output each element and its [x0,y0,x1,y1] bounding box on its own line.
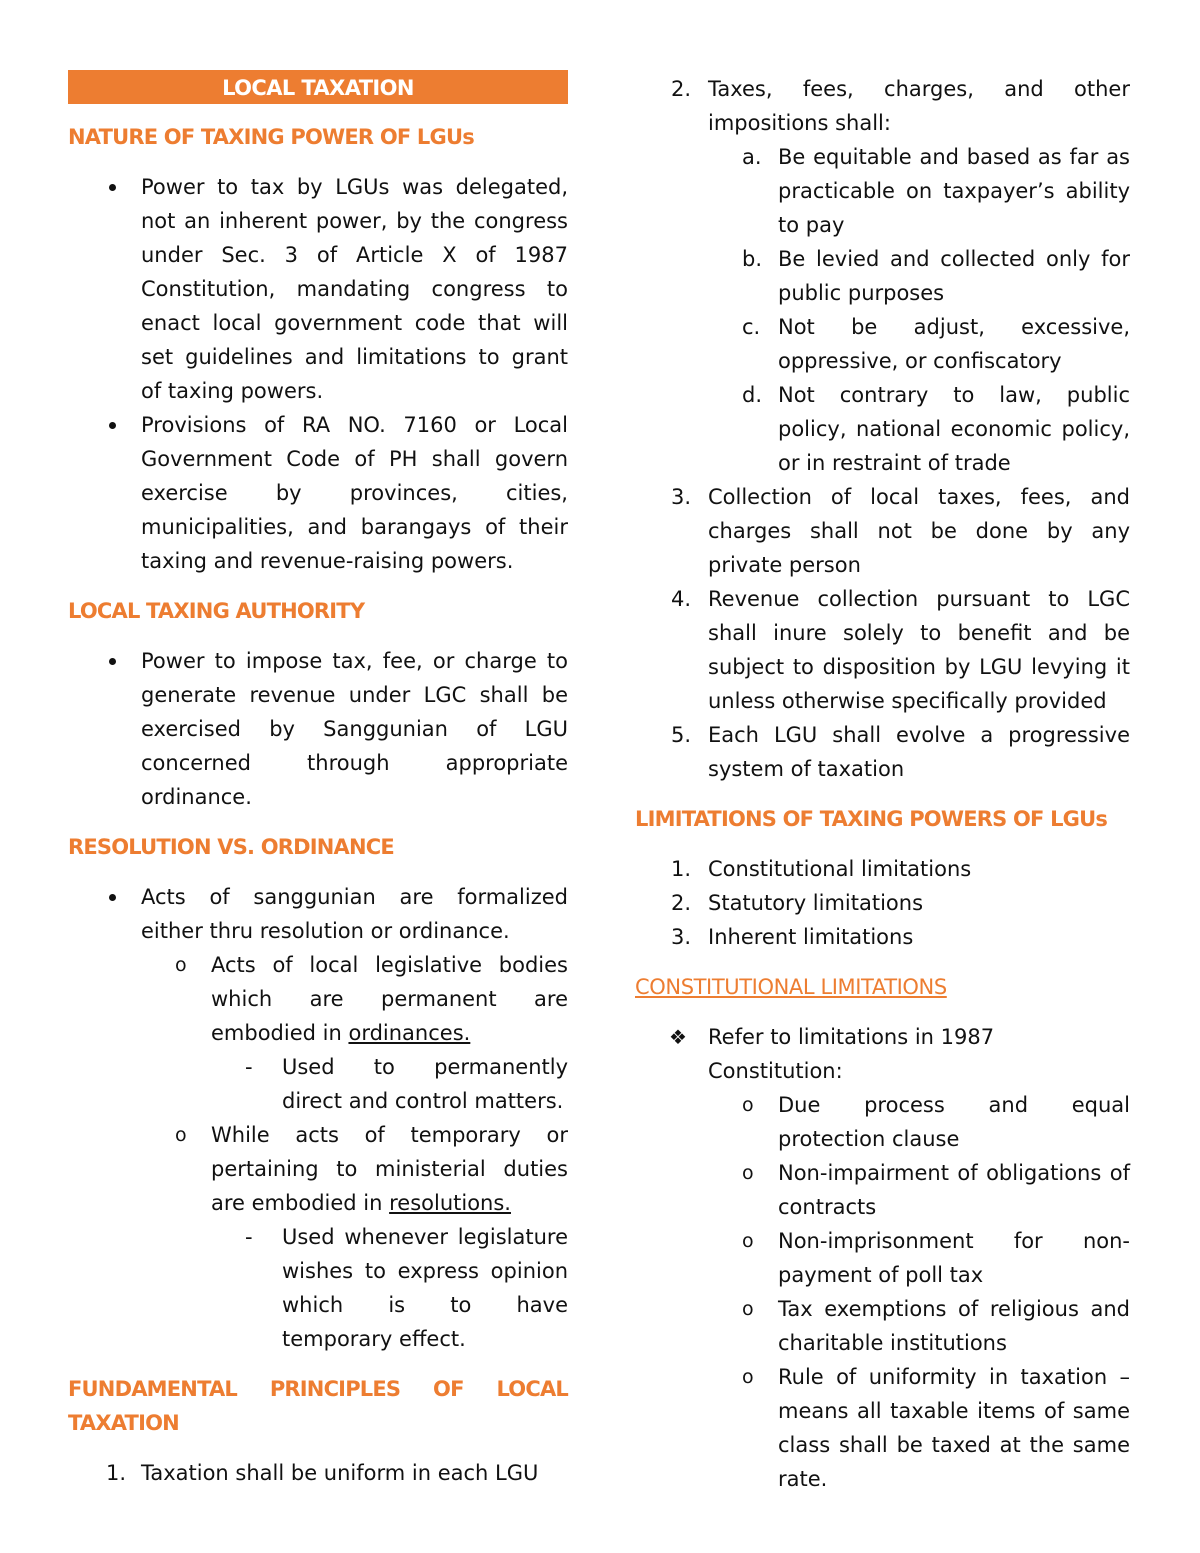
nature-bullet-1: Power to tax by LGUs was delegated, not an inherent power, by the congress under Sec. 3 of Article X of 1987 Constitution, mandating congress to enact local government code that will set guidelines and limitations to grant of taxing powers. [68,170,568,408]
constitutional-item-2: o Non-impairment of obligations of contracts [635,1156,1130,1224]
authority-bullet-1: Power to impose tax, fee, or charge to generate revenue under LGC shall be exercised by Sanggunian of LGU concerned through appropriate ordinance. [68,644,568,814]
nature-bullet-2: Provisions of RA NO. 7160 or Local Government Code of PH shall govern exercise by provinces, cities, municipalities, and barangays of their taxing and revenue-raising powers. [68,408,568,578]
resolution-sub-2-dash: - Used whenever legislature wishes to express opinion which is to have temporary effect. [68,1220,568,1356]
ordinances-term: ordinances. [348,1021,471,1045]
list-letter: c. [742,315,761,339]
principle-4: 4. Revenue collection pursuant to LGC shall inure solely to benefit and be subject to disposition by LGU levying it unless otherwise specifically provided [635,582,1130,718]
circle-bullet-icon: o [742,1298,754,1320]
list-number: 2. [671,891,692,915]
heading-authority: LOCAL TAXING AUTHORITY [68,599,365,623]
document-title: LOCAL TAXATION [68,70,568,104]
right-column [635,72,1130,1496]
left-column [68,70,568,1490]
principle-2-c: c. Not be adjust, excessive, oppressive, or confiscatory [635,310,1130,378]
list-number: 3. [671,925,692,949]
constitutional-item-5: o Rule of uniformity in taxation – means all taxable items of same class shall be taxed at the same rate. [635,1360,1130,1496]
principle-2-d: d. Not contrary to law, public policy, national economic policy, or in restraint of trade [635,378,1130,480]
list-number: 3. [671,485,692,509]
dash-bullet-icon: - [245,1055,253,1079]
principle-2-a: a. Be equitable and based as far as practicable on taxpayer’s ability to pay [635,140,1130,242]
bullet-dot-icon [109,658,116,665]
heading-fundamental: FUNDAMENTAL PRINCIPLES OF LOCAL TAXATION [68,1377,568,1435]
principle-2-b: b. Be levied and collected only for public purposes [635,242,1130,310]
principle-2: 2. Taxes, fees, charges, and other impositions shall: [635,72,1130,140]
heading-limitations: LIMITATIONS OF TAXING POWERS OF LGUs [635,807,1108,831]
limitation-3: 3. Inherent limitations [635,920,1130,954]
constitutional-item-4: o Tax exemptions of religious and charitable institutions [635,1292,1130,1360]
circle-bullet-icon: o [175,1124,187,1146]
list-letter: d. [742,383,763,407]
limitation-1: 1. Constitutional limitations [635,852,1130,886]
list-letter: a. [742,145,762,169]
resolution-sub-2: o While acts of temporary or pertaining to ministerial duties are embodied in resolutions. [68,1118,568,1220]
resolution-sub-1: o Acts of local legislative bodies which are permanent are embodied in ordinances. [68,948,568,1050]
constitutional-item-1: o Due process and equal protection clause [635,1088,1130,1156]
resolution-bullet: Acts of sanggunian are formalized either thru resolution or ordinance. [68,880,568,948]
list-number: 4. [671,587,692,611]
circle-bullet-icon: o [742,1162,754,1184]
list-number: 5. [671,723,692,747]
principle-1: 1. Taxation shall be uniform in each LGU [68,1456,568,1490]
list-letter: b. [742,247,763,271]
limitation-2: 2. Statutory limitations [635,886,1130,920]
constitutional-item-3: o Non-imprisonment for non-payment of poll tax [635,1224,1130,1292]
circle-bullet-icon: o [175,954,187,976]
resolutions-term: resolutions. [389,1191,511,1215]
resolution-sub-1-dash: - Used to permanently direct and control matters. [68,1050,568,1118]
heading-nature: NATURE OF TAXING POWER OF LGUs [68,125,474,149]
circle-bullet-icon: o [742,1366,754,1388]
dash-bullet-icon: - [245,1225,253,1249]
bullet-dot-icon [109,894,116,901]
bullet-dot-icon [109,422,116,429]
diamond-bullet-icon: ❖ [669,1025,687,1049]
heading-constitutional: CONSTITUTIONAL LIMITATIONS [635,975,947,999]
list-number: 1. [671,857,692,881]
heading-resolution: RESOLUTION VS. ORDINANCE [68,835,394,859]
constitutional-lead: ❖ Refer to limitations in 1987 Constitution: [635,1020,1130,1088]
circle-bullet-icon: o [742,1230,754,1252]
list-number: 2. [671,77,692,101]
principle-3: 3. Collection of local taxes, fees, and charges shall not be done by any private person [635,480,1130,582]
list-number: 1. [106,1461,127,1485]
principle-5: 5. Each LGU shall evolve a progressive system of taxation [635,718,1130,786]
bullet-dot-icon [109,184,116,191]
circle-bullet-icon: o [742,1094,754,1116]
